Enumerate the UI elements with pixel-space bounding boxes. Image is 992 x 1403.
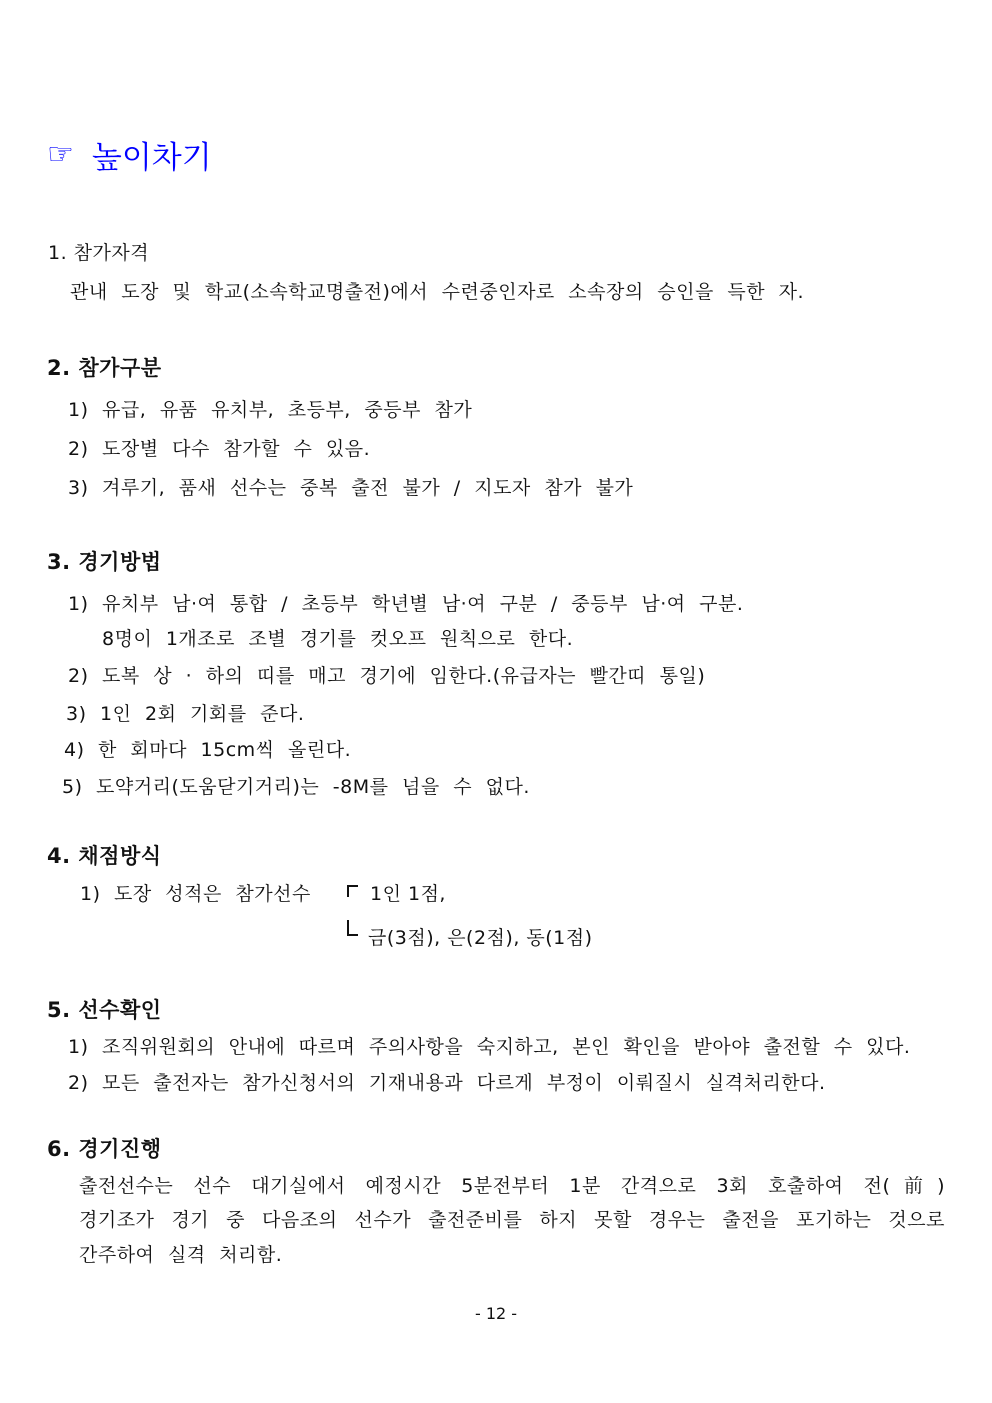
section-1-heading: 1. 참가자격 [48, 242, 150, 264]
section-5-item-1: 1) 조직위원회의 안내에 따르며 주의사항을 숙지하고, 본인 확인을 받아야 출전할 수 있다. [68, 1036, 911, 1058]
section-6-heading: 6. 경기진행 [47, 1137, 162, 1161]
section-6-line-3: 간주하여 실격 처리함. [79, 1244, 283, 1266]
branch-bracket-bottom [347, 920, 358, 936]
section-3-item-1: 1) 유치부 남·여 통합 / 초등부 학년별 남·여 구분 / 중등부 남·여 구분. [68, 593, 744, 615]
section-4-item-1: 1) 도장 성적은 참가선수 [80, 883, 311, 905]
page-title-text: 높이차기 [91, 140, 212, 176]
branch-bracket-top [347, 885, 358, 897]
section-3-item-2: 2) 도복 상 · 하의 띠를 매고 경기에 임한다.(유급자는 빨간띠 통일) [68, 665, 706, 687]
section-4-heading: 4. 채점방식 [47, 844, 162, 868]
section-3-item-3: 3) 1인 2회 기회를 준다. [66, 703, 305, 725]
section-3-heading: 3. 경기방법 [47, 550, 162, 574]
section-3-item-5: 5) 도약거리(도움닫기거리)는 -8M를 넘을 수 없다. [62, 776, 530, 798]
section-3-item-4: 4) 한 회마다 15cm씩 올린다. [64, 739, 352, 761]
section-2-item-3: 3) 겨루기, 품새 선수는 중복 출전 불가 / 지도자 참가 불가 [68, 477, 634, 499]
section-2-heading: 2. 참가구분 [47, 356, 162, 380]
section-2-item-1: 1) 유급, 유품 유치부, 초등부, 중등부 참가 [68, 399, 473, 421]
section-1-body: 관내 도장 및 학교(소속학교명출전)에서 수련중인자로 소속장의 승인을 득한 자. [70, 281, 805, 303]
section-4-branch-bottom: 금(3점), 은(2점), 동(1점) [368, 927, 593, 949]
section-2-item-2: 2) 도장별 다수 참가할 수 있음. [68, 438, 371, 460]
section-3-item-1-cont: 8명이 1개조로 조별 경기를 컷오프 원칙으로 한다. [102, 628, 574, 650]
section-5-heading: 5. 선수확인 [47, 998, 162, 1022]
section-4-branch-top: 1인 1점, [370, 883, 446, 905]
page-number: - 12 - [474, 1304, 518, 1323]
section-5-item-2: 2) 모든 출전자는 참가신청서의 기재내용과 다르게 부정이 이뤄질시 실격처리한다. [68, 1072, 826, 1094]
pointing-hand-icon: ☞ [47, 136, 74, 172]
page-title [47, 132, 212, 177]
section-6-line-2: 경기조가 경기 중 다음조의 선수가 출전준비를 하지 못할 경우는 출전을 포기하는 것으로 [79, 1209, 945, 1231]
section-6-line-1: 출전선수는 선수 대기실에서 예정시간 5분전부터 1분 간격으로 3회 호출하여 전(前) [79, 1175, 945, 1197]
